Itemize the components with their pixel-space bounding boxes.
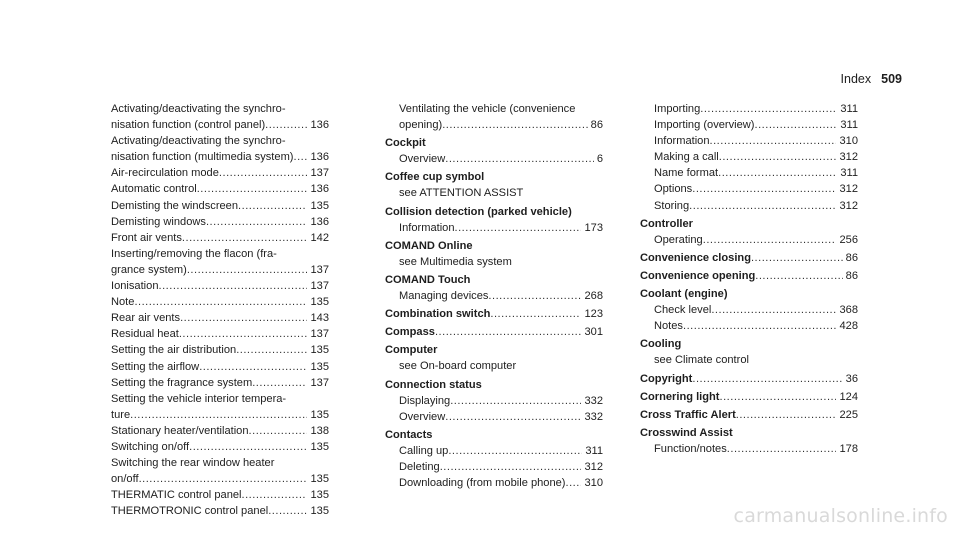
dot-leader (159, 278, 308, 294)
index-entry (111, 487, 329, 503)
entry-page: 310 (839, 135, 858, 148)
entry-text: Compass (385, 326, 435, 339)
entry-page: 86 (590, 119, 603, 132)
index-entry (385, 443, 603, 459)
entry-text: Information (654, 135, 710, 148)
index-entry (385, 393, 603, 409)
entry-text: Rear air vents (111, 312, 181, 325)
entry-page: 312 (839, 183, 858, 196)
index-entry (385, 409, 603, 425)
entry-page: 135 (310, 360, 329, 373)
index-entry (111, 326, 329, 342)
dot-leader (718, 165, 837, 181)
entry-text: Operating (654, 233, 703, 246)
index-heading: COMAND Touch (385, 273, 471, 286)
index-entry (111, 503, 329, 519)
index-entry (640, 318, 858, 334)
entry-text: Convenience opening (640, 269, 756, 282)
entry-page: 310 (584, 477, 603, 490)
entry-page: 301 (584, 326, 603, 339)
dot-leader (710, 133, 837, 149)
entry-page: 138 (310, 424, 329, 437)
entry-text: Options (654, 183, 693, 196)
index-entry (385, 288, 603, 304)
dot-leader (692, 181, 836, 197)
watermark: carmanualsonline.info (733, 505, 948, 527)
index-entry (385, 117, 603, 133)
index-entry: Ventilating the vehicle (convenience (399, 103, 576, 115)
entry-text: Setting the air distribution (111, 344, 237, 357)
entry-text: Overview (399, 153, 446, 166)
index-entry (111, 423, 329, 439)
dot-leader (751, 250, 843, 266)
entry-text: on/off (111, 473, 139, 486)
entry-page: 332 (584, 410, 603, 423)
entry-text: Residual heat (111, 328, 179, 341)
index-heading: Computer (385, 344, 438, 357)
entry-text: nisation function (multimedia system) (111, 151, 294, 164)
entry-page: 123 (584, 308, 603, 321)
entry-page: 143 (310, 312, 329, 325)
index-entry (640, 149, 858, 165)
entry-page: 225 (839, 408, 858, 421)
index-column-3 (640, 101, 858, 457)
entry-page: 136 (310, 151, 329, 164)
dot-leader (490, 306, 581, 322)
entry-page: 135 (310, 296, 329, 309)
entry-text: Displaying (399, 394, 451, 407)
dot-leader (445, 151, 594, 167)
dot-leader (197, 181, 308, 197)
index-heading: Cockpit (385, 137, 426, 150)
index-entry (111, 359, 329, 375)
dot-leader (755, 117, 838, 133)
entry-text: Air-recirculation mode (111, 167, 219, 180)
entry-text: grance system) (111, 263, 187, 276)
entry-page: 312 (584, 460, 603, 473)
index-entry: see Climate control (654, 354, 749, 367)
index-entry (111, 230, 329, 246)
index-entry (640, 302, 858, 318)
index-entry (111, 294, 329, 310)
entry-page: 312 (839, 151, 858, 164)
entry-page: 311 (840, 167, 858, 180)
index-entry (640, 117, 858, 133)
dot-leader (249, 423, 308, 439)
index-entry (640, 165, 858, 181)
index-heading (640, 405, 858, 423)
entry-text: Overview (399, 410, 446, 423)
index-entry: Activating/deactivating the synchro- (111, 135, 286, 148)
entry-text: Combination switch (385, 308, 491, 321)
entry-text: Switching on/off (111, 440, 190, 453)
entry-page: 428 (839, 320, 858, 333)
entry-page: 311 (840, 119, 858, 132)
dot-leader (445, 409, 581, 425)
index-entry (111, 198, 329, 214)
entry-text: Calling up (399, 444, 449, 457)
page-header (841, 72, 902, 86)
dot-leader (692, 371, 842, 387)
entry-text: Importing (overview) (654, 119, 755, 132)
entry-page: 135 (310, 440, 329, 453)
entry-text: Notes (654, 320, 683, 333)
entry-text: Making a call (654, 151, 719, 164)
entry-page: 137 (310, 167, 329, 180)
entry-text: Downloading (from mobile phone) (399, 477, 566, 490)
index-heading: Coolant (engine) (640, 288, 728, 301)
entry-page: 178 (839, 442, 858, 455)
index-entry: Switching the rear window heater (111, 457, 275, 470)
index-heading: Cooling (640, 338, 682, 351)
index-entry (111, 310, 329, 326)
dot-leader (268, 503, 307, 519)
index-entry: Inserting/removing the flacon (fra- (111, 247, 277, 260)
index-column-2 (385, 101, 603, 491)
dot-leader (455, 220, 582, 236)
entry-text: Stationary heater/ventilation (111, 424, 249, 437)
entry-text: opening) (399, 119, 443, 132)
dot-leader (265, 117, 307, 133)
dot-leader (711, 302, 836, 318)
index-column-1 (111, 101, 329, 519)
entry-page: 136 (310, 119, 329, 132)
dot-leader (450, 393, 581, 409)
dot-leader (736, 407, 837, 423)
entry-page: 137 (310, 328, 329, 341)
entry-text: Automatic control (111, 183, 197, 196)
entry-page: 135 (310, 505, 329, 518)
dot-leader (488, 288, 581, 304)
entry-text: Setting the airflow (111, 360, 200, 373)
index-heading: COMAND Online (385, 239, 473, 252)
index-entry (111, 471, 329, 487)
index-entry (640, 133, 858, 149)
index-heading: Collision detection (parked vehicle) (385, 205, 572, 218)
entry-text: Information (399, 221, 455, 234)
entry-page: 6 (596, 153, 603, 166)
dot-leader (199, 359, 307, 375)
index-heading (640, 387, 858, 405)
dot-leader (727, 441, 837, 457)
dot-leader (566, 475, 582, 491)
entry-text: Front air vents (111, 231, 182, 244)
entry-page: 36 (845, 372, 858, 385)
dot-leader (700, 101, 837, 117)
dot-leader (703, 232, 837, 248)
index-entry (385, 151, 603, 167)
entry-text: Cornering light (640, 390, 720, 403)
index-heading: Connection status (385, 378, 482, 391)
index-heading: Crosswind Assist (640, 426, 733, 439)
index-entry: Activating/deactivating the synchro- (111, 103, 286, 115)
entry-page: 124 (839, 390, 858, 403)
section-title: Index (840, 72, 872, 86)
entry-page: 311 (585, 444, 603, 457)
entry-page: 312 (839, 199, 858, 212)
entry-page: 135 (310, 199, 329, 212)
entry-page: 142 (310, 231, 329, 244)
entry-text: Note (111, 296, 135, 309)
index-entry (111, 214, 329, 230)
entry-text: Storing (654, 199, 690, 212)
index-entry (111, 262, 329, 278)
entry-text: THERMOTRONIC control panel (111, 505, 269, 518)
index-entry (640, 232, 858, 248)
index-entry (640, 441, 858, 457)
index-entry (111, 342, 329, 358)
dot-leader (689, 198, 836, 214)
entry-page: 135 (310, 408, 329, 421)
index-entry (111, 278, 329, 294)
entry-text: THERMATIC control panel (111, 489, 242, 502)
entry-text: ture (111, 408, 131, 421)
entry-page: 137 (310, 263, 329, 276)
entry-page: 332 (584, 394, 603, 407)
entry-page: 86 (845, 269, 858, 282)
entry-page: 135 (310, 489, 329, 502)
index-heading: Contacts (385, 428, 433, 441)
entry-text: Managing devices (399, 290, 489, 303)
dot-leader (440, 459, 582, 475)
index-entry: see Multimedia system (399, 255, 512, 268)
index-entry: Setting the vehicle interior tempera- (111, 392, 287, 405)
entry-text: Deleting (399, 460, 440, 473)
dot-leader (719, 149, 837, 165)
entry-page: 256 (839, 233, 858, 246)
dot-leader (442, 117, 587, 133)
index-entry (385, 475, 603, 491)
entry-page: 311 (840, 103, 858, 115)
dot-leader (180, 310, 307, 326)
dot-leader (236, 342, 307, 358)
index-entry (111, 117, 329, 133)
entry-text: Demisting the windscreen (111, 199, 239, 212)
index-entry (111, 375, 329, 391)
entry-page: 268 (584, 290, 603, 303)
dot-leader (448, 443, 582, 459)
dot-leader (206, 214, 308, 230)
index-entry (111, 181, 329, 197)
dot-leader (189, 439, 307, 455)
entry-text: Check level (654, 304, 712, 317)
index-heading (640, 266, 858, 284)
entry-page: 368 (839, 304, 858, 317)
dot-leader (187, 262, 308, 278)
index-heading (385, 304, 603, 322)
dot-leader (130, 407, 307, 423)
entry-text: Copyright (640, 372, 693, 385)
dot-leader (720, 389, 837, 405)
dot-leader (179, 326, 308, 342)
entry-page: 137 (310, 376, 329, 389)
entry-text: nisation function (control panel) (111, 119, 266, 132)
index-entry: see On-board computer (399, 360, 517, 373)
index-entry (111, 165, 329, 181)
entry-page: 136 (310, 215, 329, 228)
entry-text: Name format (654, 167, 719, 180)
index-heading: Coffee cup symbol (385, 171, 485, 184)
index-heading (640, 248, 858, 266)
dot-leader (238, 198, 307, 214)
dot-leader (134, 294, 307, 310)
dot-leader (755, 268, 842, 284)
index-heading (385, 322, 603, 340)
dot-leader (219, 165, 308, 181)
dot-leader (182, 230, 308, 246)
entry-page: 135 (310, 344, 329, 357)
entry-text: Cross Traffic Alert (640, 408, 736, 421)
dot-leader (242, 487, 308, 503)
index-entry (385, 220, 603, 236)
index-entry (640, 181, 858, 197)
entry-page: 173 (584, 221, 603, 234)
dot-leader (683, 318, 837, 334)
index-heading: Controller (640, 217, 694, 230)
entry-page: 136 (310, 183, 329, 196)
index-entry (111, 439, 329, 455)
entry-page: 86 (845, 251, 858, 264)
index-entry (111, 407, 329, 423)
entry-text: Function/notes (654, 442, 727, 455)
dot-leader (435, 324, 582, 340)
index-entry (385, 459, 603, 475)
entry-text: Setting the fragrance system (111, 376, 253, 389)
index-entry (111, 149, 329, 165)
dot-leader (252, 375, 307, 391)
entry-page: 137 (310, 280, 329, 293)
index-entry (640, 198, 858, 214)
entry-text: Demisting windows (111, 215, 206, 228)
dot-leader (139, 471, 308, 487)
index-heading (640, 369, 858, 387)
index-entry (640, 101, 858, 117)
index-entry: see ATTENTION ASSIST (399, 187, 524, 200)
page-number: 509 (881, 72, 902, 86)
dot-leader (294, 149, 308, 165)
entry-text: Importing (654, 103, 701, 115)
entry-text: Convenience closing (640, 251, 751, 264)
entry-text: Ionisation (111, 280, 159, 293)
entry-page: 135 (310, 473, 329, 486)
